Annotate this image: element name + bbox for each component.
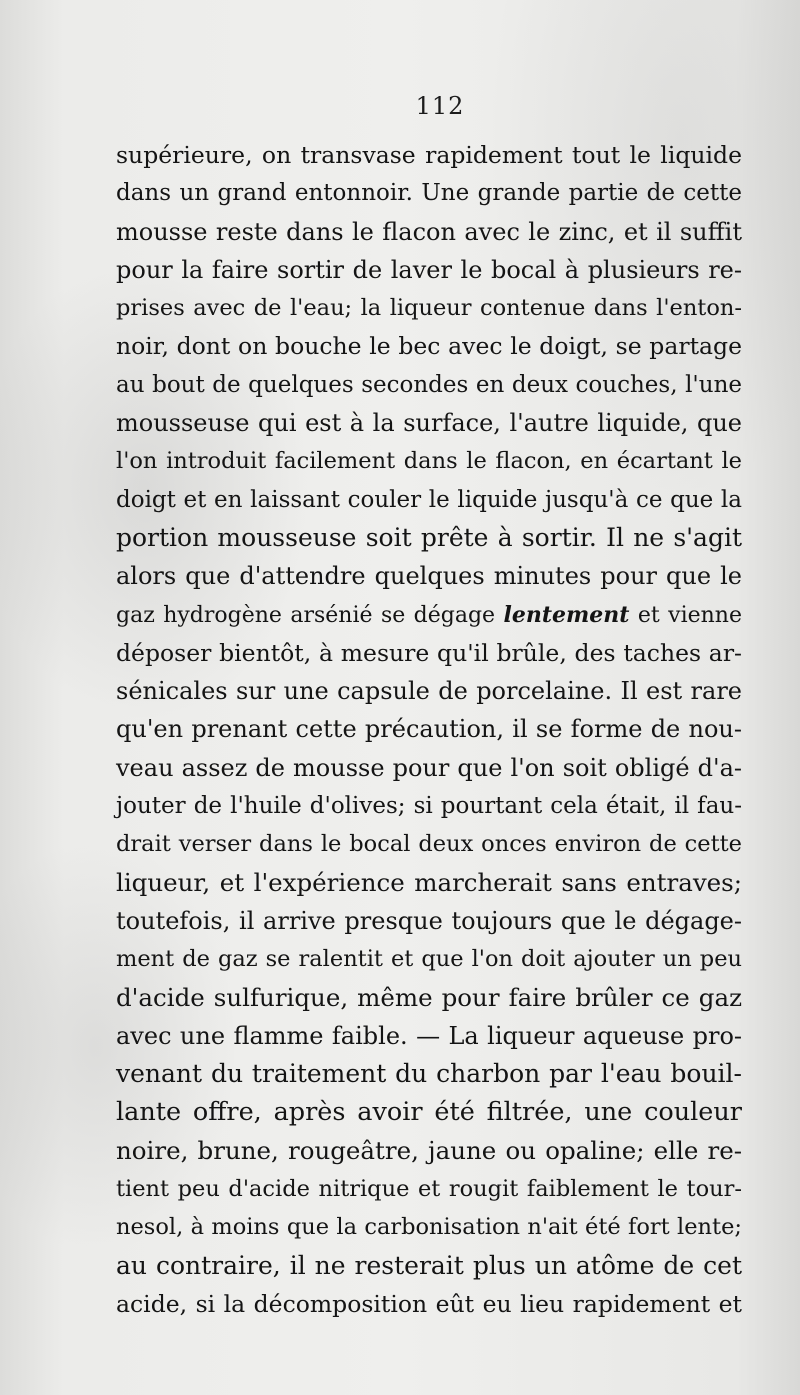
- text-line: venant du traitement du charbon par l'eau bouil-: [116, 1059, 742, 1089]
- text-line: doigt et en laissant couler le liquide jusqu'à ce que la: [116, 486, 742, 513]
- text-line: avec une flamme faible. — La liqueur aqueuse pro-: [116, 1021, 742, 1050]
- text-line: mousse reste dans le flacon avec le zinc, et il suffit: [116, 217, 742, 246]
- text-line: liqueur, et l'expérience marcherait sans entraves;: [116, 867, 742, 897]
- text-line: tient peu d'acide nitrique et rougit faiblement le tour-: [116, 1176, 742, 1203]
- text-line: ment de gaz se ralentit et que l'on doit ajouter un peu: [116, 946, 742, 973]
- text-line: gaz hydrogène arsénié se dégage lentement et vienne: [116, 601, 742, 628]
- text-line: alors que d'attendre quelques minutes pour que le: [116, 562, 742, 591]
- text-line: déposer bientôt, à mesure qu'il brûle, des taches ar-: [116, 638, 742, 667]
- text-line: noire, brune, rougeâtre, jaune ou opaline; elle re-: [116, 1135, 742, 1165]
- text-line: portion mousseuse soit prête à sortir. Il ne s'agit: [116, 522, 742, 552]
- text-line: d'acide sulfurique, même pour faire brûler ce gaz: [116, 982, 742, 1012]
- text-line: acide, si la décomposition eût eu lieu rapidement et: [116, 1289, 742, 1318]
- text-line: supérieure, on transvase rapidement tout le liquide: [116, 141, 742, 169]
- text-line: au contraire, il ne resterait plus un atôme de cet: [116, 1250, 742, 1280]
- text-line: toutefois, il arrive presque toujours que le dégage-: [116, 906, 742, 935]
- text-line: drait verser dans le bocal deux onces environ de cette: [116, 831, 742, 858]
- text-line: qu'en prenant cette précaution, il se forme de nou-: [116, 715, 742, 744]
- text-line: jouter de l'huile d'olives; si pourtant cela était, il fau-: [116, 793, 742, 820]
- emphasized-word: lentement: [503, 601, 630, 628]
- text-line: au bout de quelques secondes en deux couches, l'une: [116, 371, 742, 398]
- text-line: dans un grand entonnoir. Une grande partie de cette: [116, 180, 742, 207]
- text-line: l'on introduit facilement dans le flacon, en écartant le: [116, 448, 742, 475]
- text-line: sénicales sur une capsule de porcelaine. Il est rare: [116, 677, 742, 706]
- text-line: veau assez de mousse pour que l'on soit obligé d'a-: [116, 753, 742, 782]
- body-text: [116, 136, 742, 1323]
- text-line: pour la faire sortir de laver le bocal à plusieurs re-: [116, 255, 742, 284]
- text-line: nesol, à moins que la carbonisation n'ait été fort lente;: [116, 1214, 742, 1241]
- page-number: 112: [415, 92, 465, 120]
- text-line: lante offre, après avoir été filtrée, une couleur: [116, 1097, 742, 1128]
- text-line: prises avec de l'eau; la liqueur contenue dans l'enton-: [116, 295, 742, 322]
- text-line: noir, dont on bouche le bec avec le doigt, se partage: [116, 332, 742, 361]
- text-line: mousseuse qui est à la surface, l'autre liquide, que: [116, 409, 742, 438]
